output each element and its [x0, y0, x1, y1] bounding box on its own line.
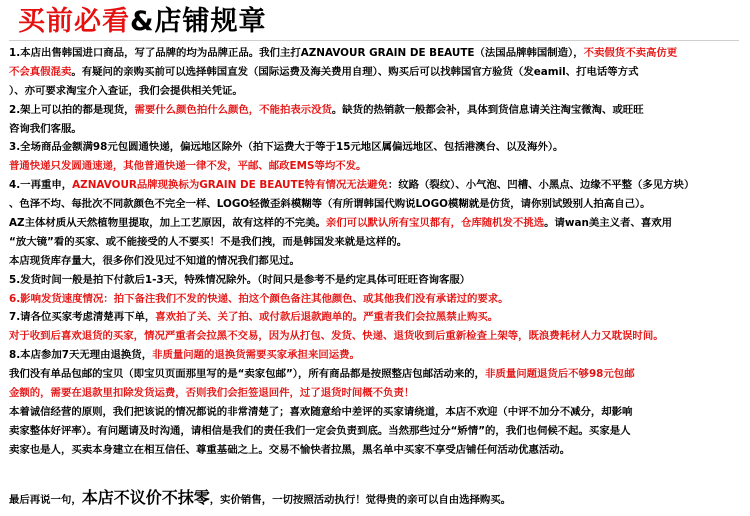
highlighted-text: 金额的，需要在退款里扣除发货运费，否则我们会拒签退回件，过了退货时间概不负责！ — [9, 387, 415, 400]
highlighted-text: 需要什么颜色拍什么颜色，不能拍表示没货 — [134, 103, 332, 116]
policy-text: 8.本店参加7天无理由退换货， — [9, 349, 153, 362]
policy-text: 3.全场商品金额满98元包圆通快递，偏远地区除外（拍下运费大于等于15元地区属偏远地区、包括港澳台、以及海外）。 — [9, 141, 564, 154]
policy-line — [9, 63, 745, 82]
policy-line — [9, 176, 745, 195]
page-title — [18, 2, 267, 42]
policy-text: 本店现货库存量大，很多你们没见过不知道的情况我们都见过。 — [9, 254, 300, 267]
highlighted-text: 普通快递只发圆通速递，其他普通快递一律不发，平邮、邮政EMS等均不发。 — [9, 160, 367, 173]
policy-line — [9, 403, 745, 422]
policy-text: ：纹路（裂纹）、小气泡、凹槽、小黑点、边缘不平整（多见方块） — [387, 179, 695, 192]
title-red-part: 买前必看 — [18, 6, 130, 37]
policy-line — [9, 290, 745, 309]
policy-body — [9, 44, 745, 460]
policy-text: 1.本店出售韩国进口商品，写了品牌的均为品牌正品。我们主打AZNAVOUR GRAIN DE BEAUTE（法国品牌韩国制造）， — [9, 47, 584, 59]
policy-text: 卖家整体好评率）。有问题请及时沟通，请相信是我们的责任我们一定会负责到底。当然那些过分“矫情”的，我们也伺候不起。买家是人 — [9, 424, 631, 437]
highlighted-text: 非质量问题退货后不够98元包邮 — [485, 368, 635, 381]
no-bargain-statement: 本店不议价不抹零 — [81, 488, 210, 507]
policy-text: 卖家也是人，买卖本身建立在相互信任、尊重基础之上。交易不愉快者拉黑，黑名单中买家不享受店铺任何活动优惠活动。 — [9, 443, 571, 456]
policy-line — [9, 101, 745, 120]
policy-text: AZ主体材质从天然植物里提取，加上工艺原因，故有这样的不完美。 — [9, 217, 326, 230]
policy-line — [9, 365, 745, 384]
policy-text: 咨询我们客服。 — [9, 122, 82, 135]
policy-line — [9, 82, 745, 101]
highlighted-text: 不卖假货不卖高仿更 — [583, 47, 678, 59]
policy-text: 。请wan美主义者、喜欢用 — [544, 217, 673, 230]
policy-text: 2.架上可以拍的都是现货， — [9, 103, 135, 116]
final-statement — [9, 485, 511, 513]
policy-text: 。缺货的热销款一般都会补，具体到货信息请关注淘宝微淘、或旺旺 — [331, 103, 644, 116]
policy-line — [9, 422, 745, 441]
policy-line — [9, 195, 745, 214]
highlighted-text: 喜欢拍了关、关了拍、或付款后退款跑单的。严重者我们会拉黑禁止购买。 — [155, 311, 499, 324]
policy-text: 7.请各位买家考虑清楚再下单， — [9, 311, 156, 324]
policy-line — [9, 214, 745, 233]
policy-line — [9, 157, 745, 176]
policy-line — [9, 384, 745, 403]
policy-text: 本着诚信经营的原则，我们把该说的情况都说的非常清楚了；喜欢随意给中差评的买家请绕道，本店不欢迎（中评不加分不减分，却影响 — [9, 405, 633, 418]
highlighted-text: 6.影响发货速度情况：拍下备注我们不发的快递、拍这个颜色备注其他颜色、或其他我们没有承诺过的要求。 — [9, 292, 509, 305]
highlighted-text: 对于收到后喜欢退货的买家，情况严重者会拉黑不交易，因为从打包、发货、快递、退货收到后重新检查上架等，既浪费耗材人力又耽误时间。 — [9, 330, 664, 343]
policy-line — [9, 346, 745, 365]
highlighted-text: 亲们可以默认所有宝贝都有，仓库随机发不挑选 — [325, 217, 545, 230]
policy-line — [9, 327, 745, 346]
title-black-part: &店铺规章 — [130, 6, 267, 37]
highlighted-text: 非质量问题的退换货需要买家承担来回运费。 — [152, 349, 360, 362]
policy-line — [9, 138, 745, 157]
highlighted-text: AZNAVOUR品牌现换标为GRAIN DE BEAUTE特有情况无法避免 — [72, 179, 388, 192]
policy-text: 4.一再重申， — [9, 179, 73, 192]
policy-line — [9, 233, 745, 252]
final-suffix: ，实价销售，一切按照活动执行！觉得贵的亲可以自由选择购买。 — [209, 494, 512, 506]
policy-text: 、色泽不均、每批次不同款颜色不完全一样、LOGO轻微歪斜模糊等（有所谓韩国代购说LOGO模糊就是仿货，请你别试毁别人拍高自己）。 — [9, 198, 651, 211]
policy-line — [9, 271, 745, 290]
final-prefix: 最后再说一句， — [9, 494, 82, 506]
policy-text: 。有疑问的亲购买前可以选择韩国直发（国际运费及海关费用自理）、购买后可以找韩国官方验货（发eamil、打电话等方式 — [71, 65, 639, 78]
title-divider — [9, 40, 739, 41]
highlighted-text: 不会真假混卖 — [9, 65, 72, 78]
policy-line — [9, 308, 745, 327]
policy-text: ）、亦可要求淘宝介入查证，我们会提供相关凭证。 — [9, 84, 243, 97]
policy-line — [9, 44, 745, 63]
policy-line — [9, 252, 745, 271]
policy-line — [9, 120, 745, 139]
policy-text: 5.发货时间一般是拍下付款后1-3天，特殊情况除外。（时间只是参考不是约定具体可旺旺咨询客服） — [9, 273, 471, 286]
policy-text: “放大镜”看的买家、或不能接受的人不要买！不是我们拽，而是韩国发来就是这样的。 — [9, 235, 408, 248]
policy-line — [9, 441, 745, 460]
policy-text: 我们没有单品包邮的宝贝（即宝贝页面那里写的是“卖家包邮”），所有商品都是按照整店包邮活动来的， — [9, 368, 486, 381]
